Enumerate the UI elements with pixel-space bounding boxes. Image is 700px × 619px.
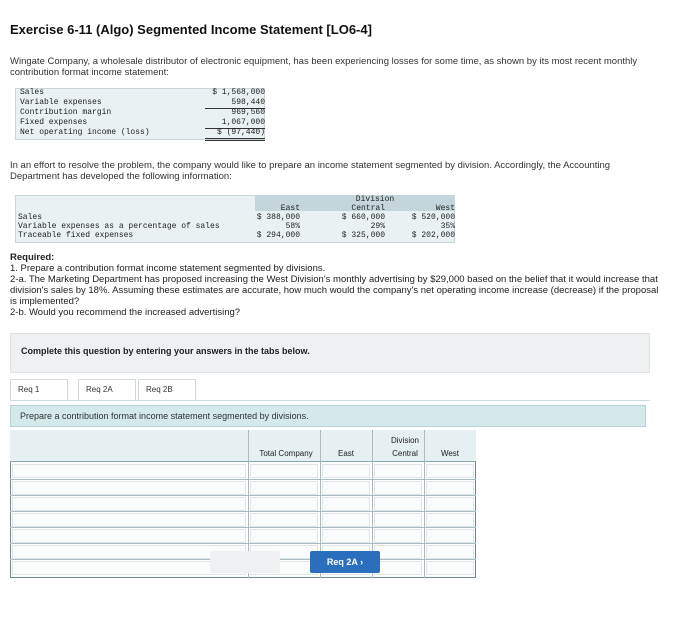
west-input[interactable]	[426, 464, 474, 478]
row-divider	[10, 479, 476, 480]
central-input[interactable]	[374, 481, 422, 495]
answer-col-west: West	[440, 449, 460, 458]
row-label-input[interactable]	[12, 464, 246, 478]
income-label: Fixed expenses	[20, 118, 88, 127]
next-req-2a-button[interactable]: Req 2A ›	[310, 551, 380, 573]
col-header-central: Central	[351, 204, 385, 213]
row-label-input[interactable]	[12, 529, 246, 543]
division-row-label: Sales	[18, 213, 43, 222]
east-input[interactable]	[322, 529, 370, 543]
required-item-2a: 2-a. The Marketing Department has proposed increasing the West Division's monthly advertising by $29,000 based on the belief that it would increase that division's sales by 18%. Assuming these estimates are accurate, how much would the company's net operating income increase (decrease) if the proposal is implemented?	[10, 274, 659, 307]
west-input[interactable]	[426, 497, 474, 511]
col-divider	[424, 430, 425, 578]
east-input[interactable]	[322, 481, 370, 495]
division-value: $ 388,000	[256, 213, 300, 222]
answer-col-east: East	[337, 449, 354, 458]
required-section	[10, 252, 660, 318]
income-statement-table	[15, 88, 265, 138]
income-row-sales	[15, 88, 265, 98]
division-info-table	[15, 195, 455, 243]
col-header-east: East	[280, 204, 300, 213]
tab-bar	[10, 375, 650, 401]
division-intro-text: In an effort to resolve the problem, the company would like to prepare an income statement segmented by division. Accordingly, the Accounting Department has developed the following information:	[10, 160, 611, 182]
total-company-input[interactable]	[250, 497, 318, 511]
division-row-label: Traceable fixed expenses	[18, 231, 134, 240]
division-group-header: Division	[355, 195, 395, 204]
division-row-label: Variable expenses as a percentage of sales	[18, 222, 220, 231]
total-company-input[interactable]	[250, 464, 318, 478]
income-label: Net operating income (loss)	[20, 128, 150, 137]
tab-instruction: Prepare a contribution format income statement segmented by divisions.	[10, 405, 646, 427]
division-value: 35%	[440, 222, 455, 231]
income-label: Variable expenses	[20, 98, 102, 107]
total-company-input[interactable]	[250, 513, 318, 527]
division-value: $ 294,000	[256, 231, 300, 240]
income-value: $ 1,568,000	[212, 88, 265, 97]
row-divider	[10, 511, 476, 512]
required-item-2b: 2-b. Would you recommend the increased advertising?	[10, 307, 241, 318]
tab-req-1[interactable]: Req 1	[10, 379, 68, 401]
row-divider	[10, 543, 476, 544]
west-input[interactable]	[426, 545, 474, 559]
income-value: 1,067,000	[205, 118, 265, 129]
prev-button	[210, 551, 280, 573]
east-input[interactable]	[322, 497, 370, 511]
income-row-fixed-expenses	[15, 118, 265, 128]
central-input[interactable]	[374, 545, 422, 559]
required-heading: Required:	[10, 252, 55, 263]
intro-text: Wingate Company, a wholesale distributor of electronic equipment, has been experiencing losses for some time, as shown by its most recent monthly contribution format income statement:	[10, 56, 638, 78]
tab-req-2a[interactable]: Req 2A	[78, 379, 136, 401]
income-row-net-operating-income	[15, 128, 265, 138]
answer-division-header: Division	[390, 436, 419, 445]
central-input[interactable]	[374, 464, 422, 478]
total-company-input[interactable]	[250, 529, 318, 543]
row-label-input[interactable]	[12, 513, 246, 527]
total-company-input[interactable]	[250, 481, 318, 495]
tab-req-2b[interactable]: Req 2B	[138, 379, 196, 401]
instructions-text: Complete this question by entering your answers in the tabs below.	[21, 346, 310, 356]
answer-col-central: Central	[392, 449, 418, 458]
income-value: 969,560	[231, 108, 265, 117]
west-input[interactable]	[426, 561, 474, 575]
division-value: $ 202,000	[411, 231, 455, 240]
west-input[interactable]	[426, 481, 474, 495]
income-value: $ (97,440)	[205, 128, 265, 141]
income-row-variable-expenses	[15, 98, 265, 108]
instructions-box	[10, 333, 650, 373]
division-value: $ 520,000	[411, 213, 455, 222]
income-row-contribution-margin	[15, 108, 265, 118]
east-input[interactable]	[322, 464, 370, 478]
division-value: 29%	[370, 222, 385, 231]
east-input[interactable]	[322, 513, 370, 527]
division-value: $ 660,000	[341, 213, 385, 222]
central-input[interactable]	[374, 513, 422, 527]
west-input[interactable]	[426, 513, 474, 527]
west-input[interactable]	[426, 529, 474, 543]
income-value: 598,440	[205, 98, 265, 109]
central-input[interactable]	[374, 529, 422, 543]
answer-col-total-company: Total Company	[259, 449, 313, 458]
central-input[interactable]	[374, 497, 422, 511]
exercise-title: Exercise 6-11 (Algo) Segmented Income Statement [LO6-4]	[10, 22, 372, 37]
required-item-1: 1. Prepare a contribution format income statement segmented by divisions.	[10, 263, 326, 274]
division-value: $ 325,000	[341, 231, 385, 240]
row-divider	[10, 527, 476, 528]
col-header-west: West	[435, 204, 455, 213]
central-input[interactable]	[374, 561, 422, 575]
row-label-input[interactable]	[12, 497, 246, 511]
income-label: Contribution margin	[20, 108, 112, 117]
income-label: Sales	[20, 88, 45, 97]
row-divider	[10, 495, 476, 496]
division-value: 58%	[285, 222, 300, 231]
row-label-input[interactable]	[12, 481, 246, 495]
